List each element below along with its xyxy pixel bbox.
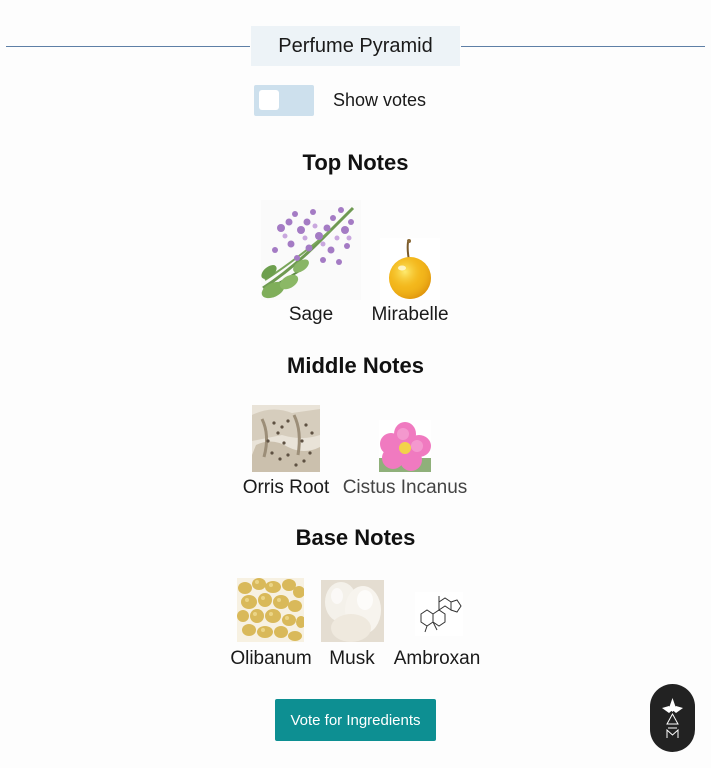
page-title: Perfume Pyramid xyxy=(251,26,460,66)
ambroxan-molecule-image xyxy=(415,592,463,636)
base-notes-heading: Base Notes xyxy=(295,525,416,550)
note-musk[interactable] xyxy=(318,580,386,672)
header-divider-right xyxy=(461,46,705,47)
middle-notes-heading: Middle Notes xyxy=(287,353,424,378)
note-olibanum[interactable] xyxy=(227,578,315,672)
note-label: Ambroxan xyxy=(393,648,481,669)
orris-root-image xyxy=(252,405,320,472)
note-label: Olibanum xyxy=(230,648,312,669)
cistus-flower-image xyxy=(379,420,431,472)
olibanum-resin-image xyxy=(237,578,304,642)
top-notes-heading: Top Notes xyxy=(302,150,409,175)
sage-sprig-image xyxy=(261,200,361,300)
note-cistus-incanus[interactable] xyxy=(338,420,472,500)
brand-badge[interactable] xyxy=(650,684,695,752)
musk-image xyxy=(321,580,384,642)
note-label: Orris Root xyxy=(242,477,330,498)
note-label: Mirabelle xyxy=(371,304,449,325)
brand-logo-icon xyxy=(650,684,695,752)
show-votes-toggle[interactable] xyxy=(254,85,314,116)
page-header xyxy=(0,26,711,66)
note-orris-root[interactable] xyxy=(240,405,332,500)
note-mirabelle[interactable] xyxy=(368,238,452,330)
show-votes-row xyxy=(254,85,426,116)
note-label: Cistus Incanus xyxy=(342,477,468,498)
note-label: Musk xyxy=(329,648,375,669)
vote-for-ingredients-button[interactable]: Vote for Ingredients xyxy=(275,699,436,741)
show-votes-label[interactable]: Show votes xyxy=(333,90,427,110)
mirabelle-plum-image xyxy=(380,238,440,300)
header-divider-left xyxy=(6,46,250,47)
toggle-knob xyxy=(259,90,279,110)
note-label: Sage xyxy=(288,304,334,325)
note-ambroxan[interactable] xyxy=(390,592,484,672)
note-sage[interactable] xyxy=(260,200,362,330)
